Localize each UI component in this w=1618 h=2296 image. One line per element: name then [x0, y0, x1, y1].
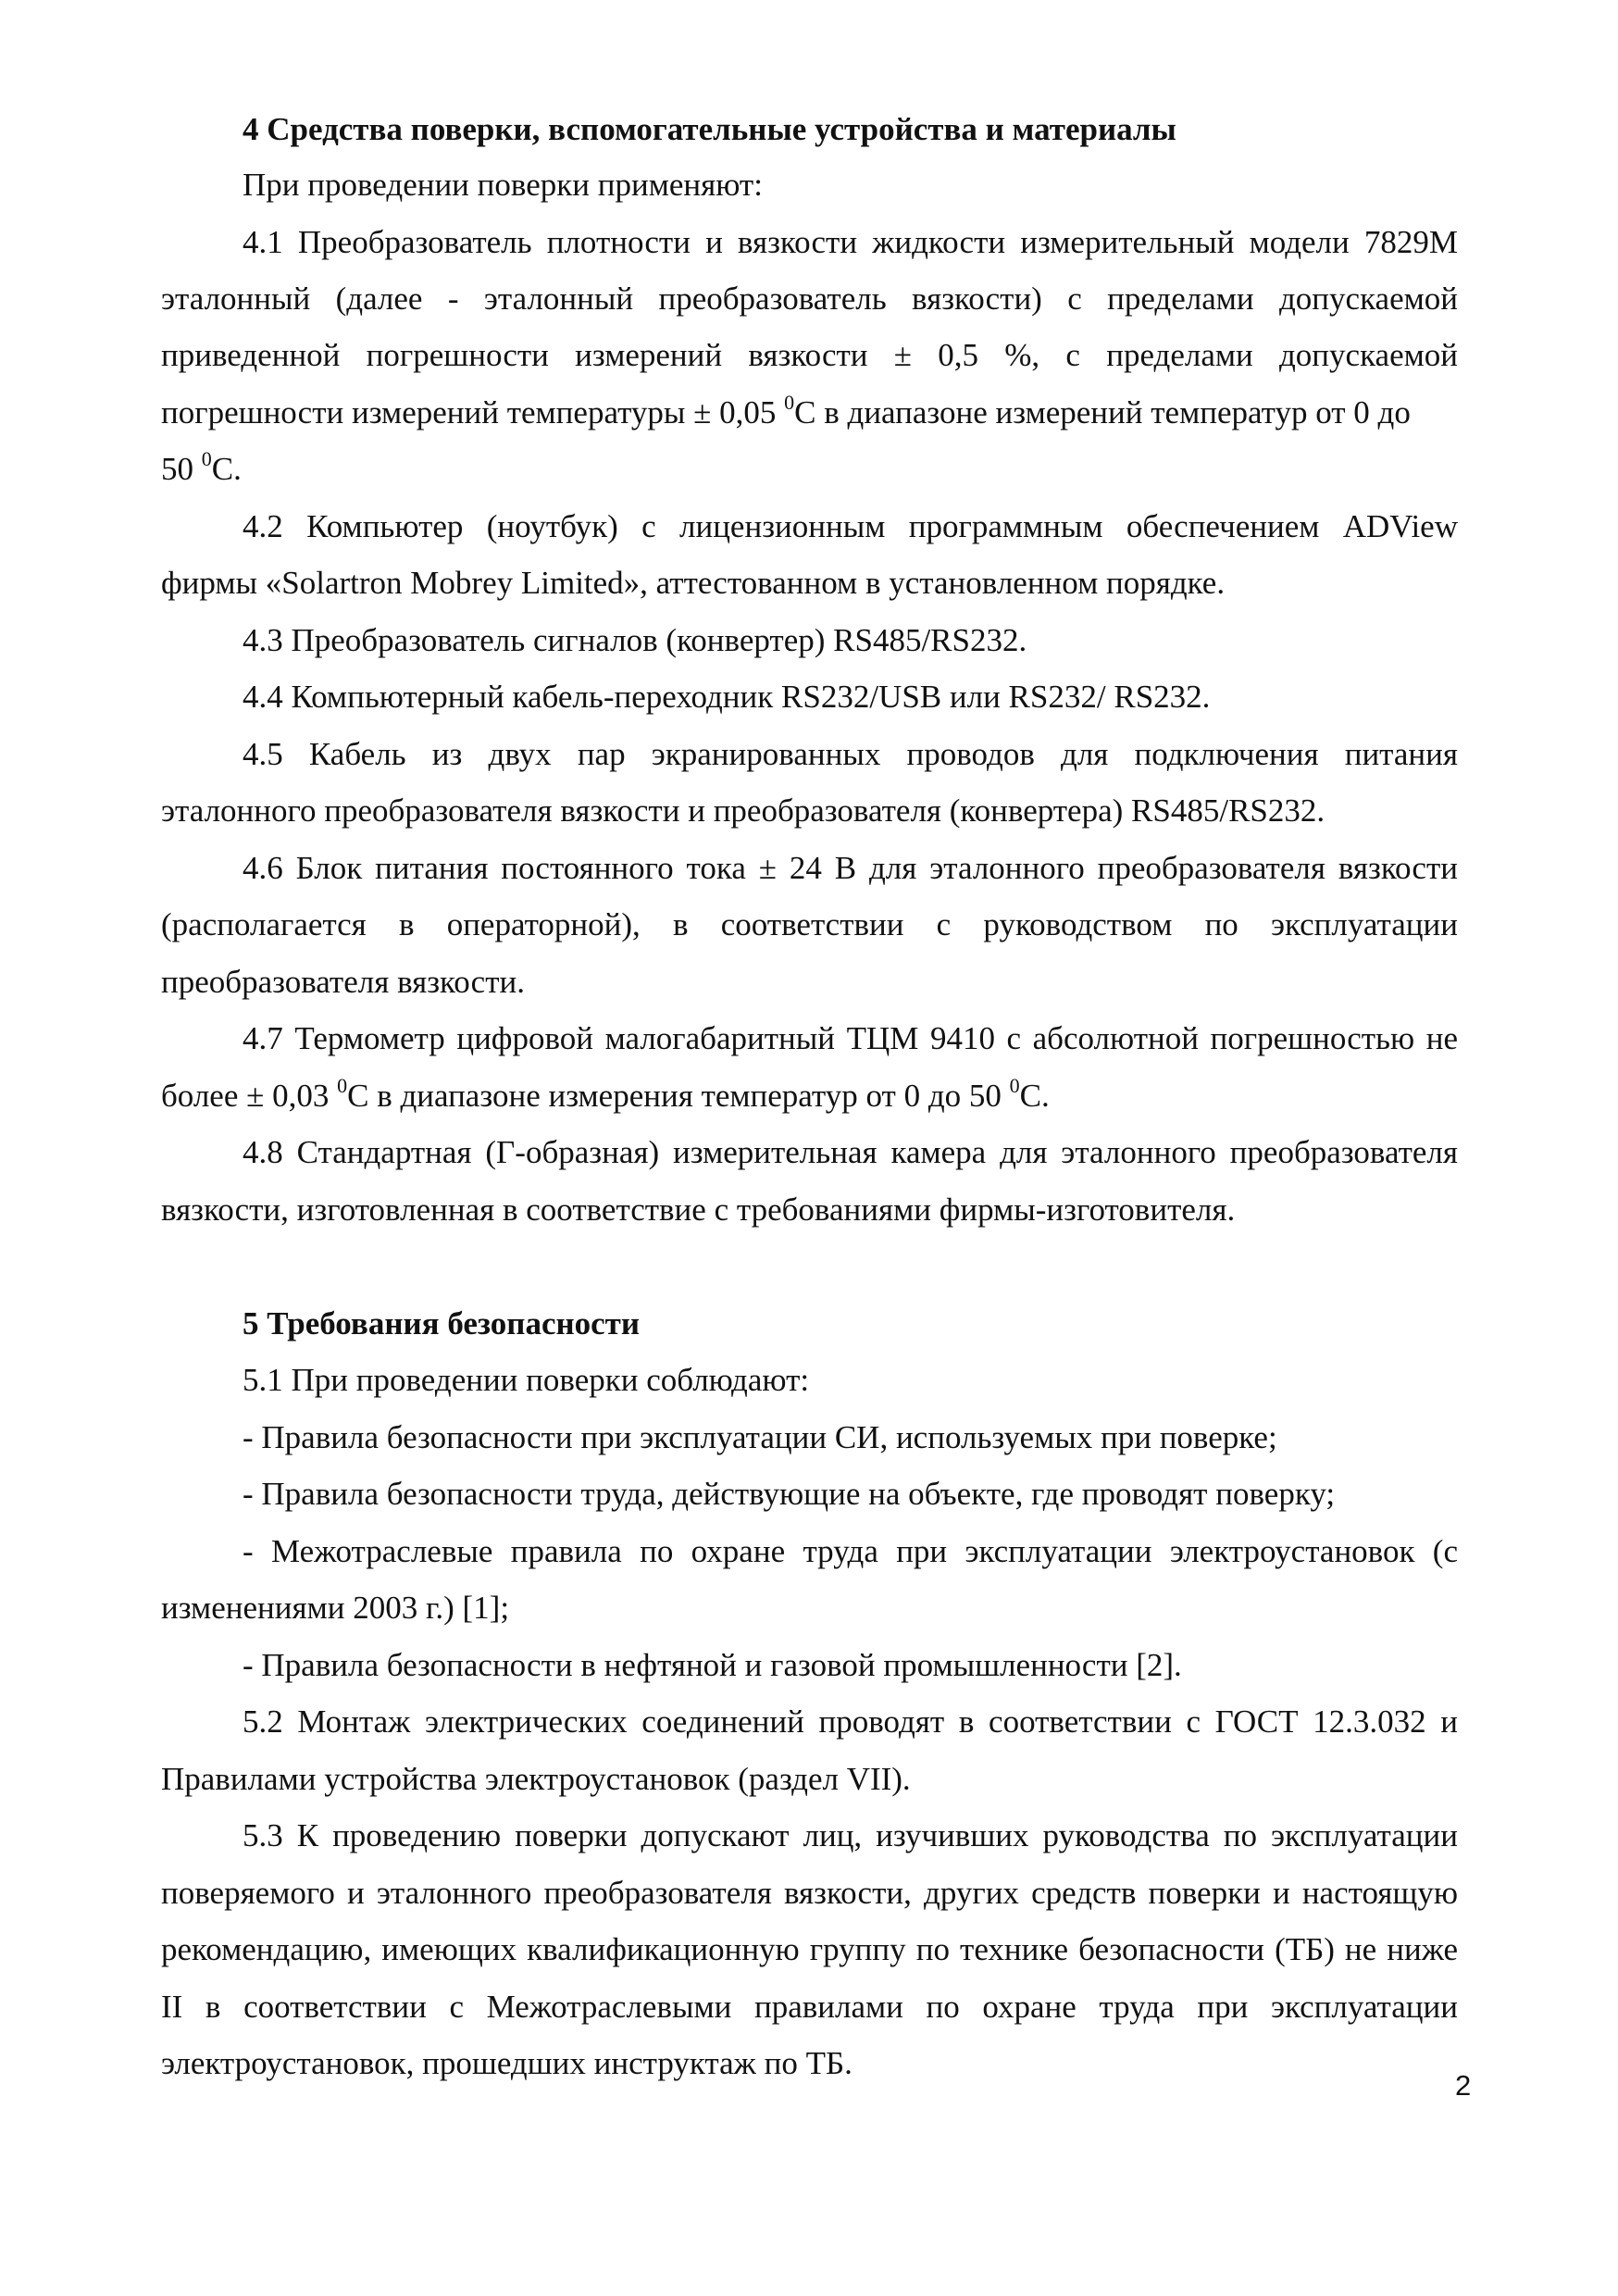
p41-line1: 4.1 Преобразователь плотности и вязкости жидкости измерительный модели 7829М: [243, 224, 1458, 260]
p52-line1: 5.2 Монтаж электрических соединений проводят в соответствии с ГОСТ 12.3.032 и: [243, 1703, 1458, 1740]
p48-line1: 4.8 Стандартная (Г-образная) измерительная камера для эталонного преобразователя: [243, 1134, 1458, 1170]
bullet-3-line1: - Межотраслевые правила по охране труда при эксплуатации электроустановок (с: [243, 1533, 1458, 1569]
p46-line3: преобразователя вязкости.: [161, 964, 525, 1000]
bullet-2: - Правила безопасности труда, действующие на объекте, где проводят поверку;: [243, 1476, 1336, 1512]
p47-line2: более ± 0,03 $^0$С в диапазоне измерения температур от 0 до 50 $^0$С.: [161, 1074, 1050, 1114]
p53-line5: электроустановок, прошедших инструктаж по ТБ.: [161, 2045, 853, 2081]
p46-line1: 4.6 Блок питания постоянного тока ± 24 В для эталонного преобразователя вязкости: [243, 850, 1458, 886]
p47-line1: 4.7 Термометр цифровой малогабаритный ТЦМ 9410 с абсолютной погрешностью не: [243, 1020, 1458, 1056]
p51: 5.1 При проведении поверки соблюдают:: [243, 1362, 810, 1398]
bullet-1: - Правила безопасности при эксплуатации СИ, используемых при поверке;: [243, 1419, 1277, 1455]
p45-line2: эталонного преобразователя вязкости и преобразователя (конвертера) RS485/RS232.: [161, 792, 1326, 829]
p53-line1: 5.3 К проведению поверки допускают лиц, изучивших руководства по эксплуатации: [243, 1817, 1458, 1853]
p53-line4: II в соответствии с Межотраслевыми правилами по охране труда при эксплуатации: [161, 1989, 1458, 2025]
p43: 4.3 Преобразователь сигналов (конвертер) RS485/RS232.: [243, 622, 1027, 658]
section-4-intro: При проведении поверки применяют:: [243, 167, 763, 203]
p44: 4.4 Компьютерный кабель-переходник RS232/USB или RS232/ RS232.: [243, 679, 1211, 715]
p45-line1: 4.5 Кабель из двух пар экранированных проводов для подключения питания: [243, 736, 1458, 772]
section-4-heading: 4 Средства поверки, вспомогательные устройства и материалы: [243, 111, 1176, 147]
p41-line4: погрешности измерений температуры ± 0,05 $^0$С в диапазоне измерений температур от 0 до: [161, 391, 1411, 430]
section-5-heading: 5 Требования безопасности: [243, 1305, 641, 1341]
p53-line3: рекомендацию, имеющих квалификационную группу по технике безопасности (ТБ) не ниже: [161, 1931, 1458, 1967]
p52-line2: Правилами устройства электроустановок (раздел VII).: [161, 1761, 911, 1797]
p41-line2: эталонный (далее - эталонный преобразователь вязкости) с пределами допускаемой: [161, 281, 1458, 317]
p48-line2: вязкости, изготовленная в соответствие с требованиями фирмы-изготовителя.: [161, 1192, 1236, 1228]
p42-line1: 4.2 Компьютер (ноутбук) с лицензионным программным обеспечением ADView: [243, 508, 1458, 544]
p41-line5: 50 $^0$С.: [161, 447, 242, 487]
page-number: 2: [1455, 2069, 1472, 2102]
bullet-4: - Правила безопасности в нефтяной и газовой промышленности [2].: [243, 1647, 1182, 1683]
bullet-3-line2: изменениями 2003 г.) [1];: [161, 1590, 510, 1626]
p41-line3: приведенной погрешности измерений вязкости ± 0,5 %, с пределами допускаемой: [161, 337, 1458, 373]
p42-line2: фирмы «Solartron Mobrey Limited», аттестованном в установленном порядке.: [161, 565, 1226, 601]
p53-line2: поверяемого и эталонного преобразователя вязкости, других средств поверки и настоящую: [161, 1875, 1458, 1911]
p46-line2: (располагается в операторной), в соответствии с руководством по эксплуатации: [161, 906, 1458, 942]
